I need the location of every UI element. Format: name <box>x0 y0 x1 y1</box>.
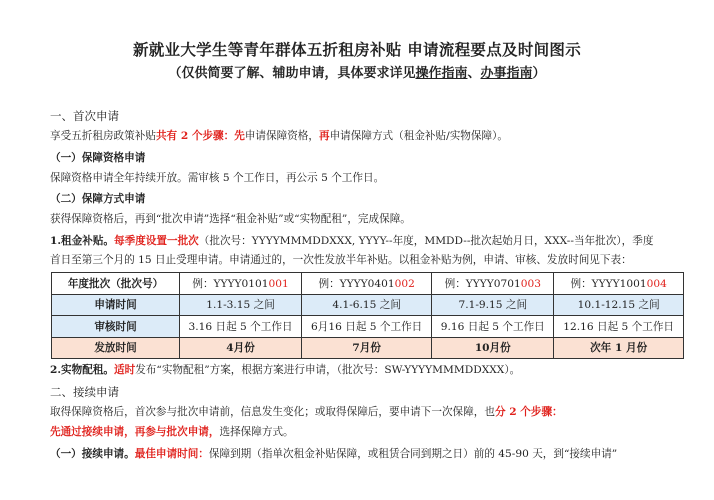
physical-rental-paragraph: 2.实物配租。适时发布“实物配租”方案，根据方案进行申请，（批次号：SW-YYYYMMMDDXXX）。 <box>50 364 521 376</box>
rent-subsidy-paragraph-cont: 首日至第三个月的 15 日止受理申请。申请通过的，一次性发放半年补贴。以租金补贴为例，申请、审核、发放时间见下表： <box>50 254 632 266</box>
renewal-application-paragraph: （一）接续申请。最佳申请时间：保障到期（指单次租金补贴保障，或租赁合同到期之日）前的 45-90 天，到“接续申请” <box>50 448 618 460</box>
subsection-heading-qualification: （一）保障资格申请 <box>50 152 146 164</box>
table-cell: 7月份 <box>302 337 432 359</box>
table-cell: 6月16 日起 5 个工作日 <box>302 316 432 338</box>
table-row-application-time <box>52 294 684 316</box>
renewal-paragraph: 取得保障资格后，首次参与批次申请前，信息发生变化；或取得保障后，要申请下一次保障，也分 2 个步骤： <box>50 406 563 418</box>
document-title: 新就业大学生等青年群体五折租房补贴 申请流程要点及时间图示 <box>132 40 582 59</box>
table-header-cell: 年度批次（批次号） <box>52 273 180 295</box>
table-row-payment-time <box>52 337 684 359</box>
table-header-cell: 发放时间 <box>52 337 180 359</box>
table-cell: 例：YYYY0701003 <box>432 273 554 295</box>
table-header-cell: 审核时间 <box>52 316 180 338</box>
table-cell: 1.1-3.15 之间 <box>180 294 302 316</box>
table-cell: 例：YYYY0401002 <box>302 273 432 295</box>
schedule-table <box>51 272 684 359</box>
table-cell: 10.1-12.15 之间 <box>554 294 684 316</box>
guide-link-operation[interactable]: 操作指南 <box>415 66 468 81</box>
table-cell: 9.16 日起 5 个工作日 <box>432 316 554 338</box>
document-subtitle: （仅供简要了解、辅助申请，具体要求详见操作指南、办事指南） <box>168 66 546 81</box>
table-cell: 3.16 日起 5 个工作日 <box>180 316 302 338</box>
table-cell: 次年 1 月份 <box>554 337 684 359</box>
table-cell: 7.1-9.15 之间 <box>432 294 554 316</box>
table-cell: 4.1-6.15 之间 <box>302 294 432 316</box>
table-row-batch <box>52 273 684 295</box>
intro-paragraph: 享受五折租房政策补贴共有 2 个步骤：先申请保障资格，再申请保障方式（租金补贴/实物保障）。 <box>50 130 508 142</box>
table-header-cell: 申请时间 <box>52 294 180 316</box>
section-heading-renewal: 二、接续申请 <box>50 385 119 399</box>
table-cell: 4月份 <box>180 337 302 359</box>
method-text: 获得保障资格后，再到“批次申请”选择“租金补贴”或“实物配租”，完成保障。 <box>50 213 411 225</box>
guide-link-affairs[interactable]: 办事指南 <box>480 66 533 81</box>
table-cell: 10月份 <box>432 337 554 359</box>
table-row-review-time <box>52 316 684 338</box>
section-heading-first: 一、首次申请 <box>50 109 119 123</box>
subsection-heading-method: （二）保障方式申请 <box>50 193 146 205</box>
qualification-text: 保障资格申请全年持续开放。需审核 5 个工作日，再公示 5 个工作日。 <box>50 172 385 184</box>
table-cell: 例：YYYY1001004 <box>554 273 684 295</box>
table-cell: 12.16 日起 5 个工作日 <box>554 316 684 338</box>
renewal-steps: 先通过接续申请，再参与批次申请，选择保障方式。 <box>50 426 294 438</box>
rent-subsidy-paragraph: 1.租金补贴。每季度设置一批次（批次号：YYYYMMMDDXXX, YYYY--年度，MMDD--批次起始月日，XXX--当年批次），季度 <box>50 235 654 247</box>
table-cell: 例：YYYY0101001 <box>180 273 302 295</box>
